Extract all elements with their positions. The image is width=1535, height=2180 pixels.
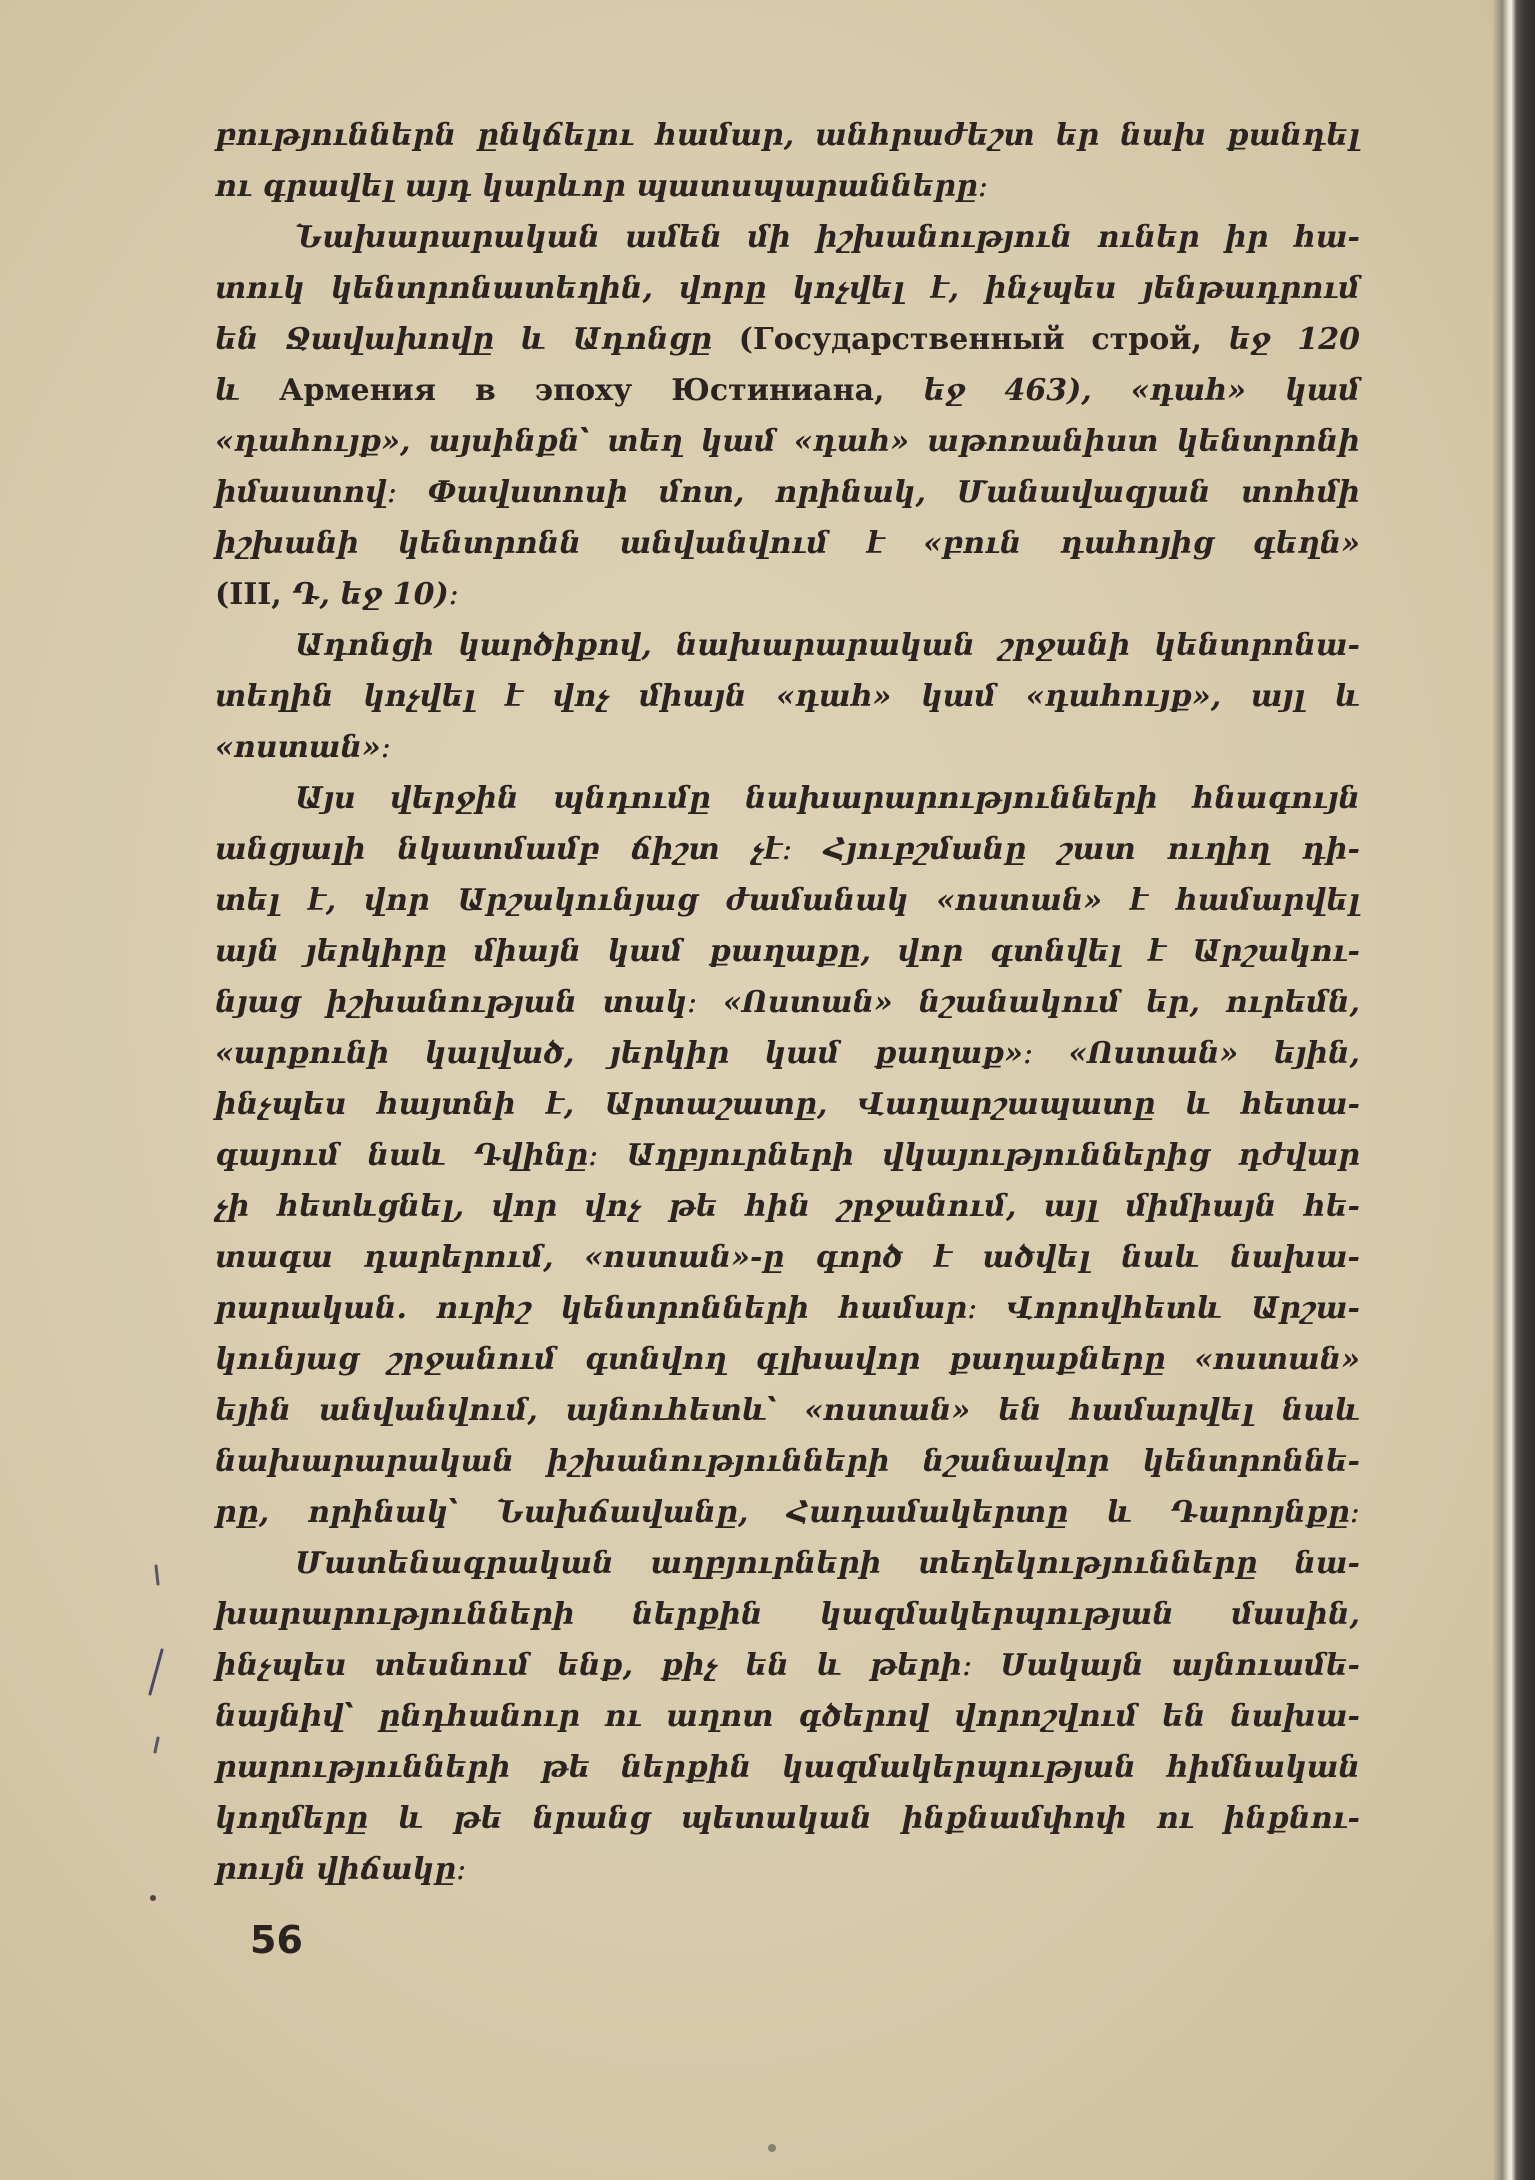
text-line <box>215 1742 1360 1793</box>
page-binding-shadow <box>1493 0 1535 2180</box>
text-segment: կունյաց շրջանում գտնվող գլխավոր քաղաքները «ոստան» <box>215 1342 1360 1377</box>
text-segment: «արքունի կալված, յերկիր կամ քաղաք»։ «Ոստան» եյին, <box>215 1036 1360 1071</box>
text-segment: ու գրավել այդ կարևոր պատսպարանները։ <box>215 169 989 204</box>
text-segment: անցյալի նկատմամբ ճիշտ չէ։ Հյուբշմանը շատ ուղիղ դի- <box>215 832 1360 867</box>
text-line <box>215 161 1360 212</box>
paper-speck <box>768 2144 776 2152</box>
text-line <box>215 1589 1360 1640</box>
text-segment: տուկ կենտրոնատեղին, վորը կոչվել է, ինչպես յենթադրում <box>215 271 1360 306</box>
text-line <box>215 416 1360 467</box>
text-segment: և <box>215 373 280 408</box>
text-segment: եջ 120 <box>1228 322 1360 357</box>
text-segment: Մատենագրական աղբյուրների տեղեկությունները նա- <box>295 1546 1360 1581</box>
text-line <box>215 1079 1360 1130</box>
text-segment: Դ, եջ 10)։ <box>292 577 459 612</box>
text-line <box>215 671 1360 722</box>
text-line <box>215 314 1360 365</box>
citation-title: Армения в эпоху Юстиниана, <box>279 373 924 408</box>
text-segment: րույն վիճակը։ <box>215 1852 467 1887</box>
text-line <box>215 518 1360 569</box>
text-segment: Նախարարական ամեն մի իշխանություն ուներ իր հա- <box>295 220 1360 255</box>
text-segment: տագա դարերում, «ոստան»-ը գործ է ածվել նաև նախա- <box>215 1240 1360 1275</box>
text-segment: ինչպես հայտնի է, Արտաշատը, Վաղարշապատը և հետա- <box>215 1087 1360 1122</box>
text-segment: չի հետևցնել, վոր վոչ թե հին շրջանում, այլ միմիայն հե- <box>215 1189 1360 1224</box>
text-segment: են Ջավախովը և Ադոնցը <box>215 322 739 357</box>
text-segment: գայում նաև Դվինը։ Աղբյուրների վկայություններից դժվար <box>215 1138 1360 1173</box>
text-line <box>215 824 1360 875</box>
page-number: 56 <box>250 1918 303 1962</box>
text-line <box>215 569 1360 620</box>
text-segment: «ոստան»։ <box>215 730 391 765</box>
text-segment: իմաստով։ Փավստոսի մոտ, որինակ, Մանավազյան տոհմի <box>215 475 1360 510</box>
text-line <box>215 1283 1360 1334</box>
page-body-text <box>215 110 1360 1895</box>
text-line <box>215 1334 1360 1385</box>
text-line <box>215 1640 1360 1691</box>
text-segment: կողմերը և թե նրանց պետական ինքնամփոփ ու ինքնու- <box>215 1801 1360 1836</box>
text-line <box>215 1385 1360 1436</box>
text-line <box>215 1793 1360 1844</box>
text-segment: ինչպես տեսնում ենք, քիչ են և թերի։ Սակայն այնուամե- <box>215 1648 1360 1683</box>
text-line <box>215 875 1360 926</box>
text-segment: իշխանի կենտրոնն անվանվում է «բուն դահոյից գեղն» <box>215 526 1360 561</box>
text-line <box>215 722 1360 773</box>
text-line <box>215 1844 1360 1895</box>
text-segment: տել է, վոր Արշակունյաց ժամանակ «ոստան» է համարվել <box>215 883 1360 918</box>
text-segment: նյաց իշխանության տակ։ «Ոստան» նշանակում եր, ուրեմն, <box>215 985 1360 1020</box>
text-segment: տեղին կոչվել է վոչ միայն «դահ» կամ «դահույք», այլ և <box>215 679 1360 714</box>
text-segment: այն յերկիրը միայն կամ քաղաքը, վոր գտնվել է Արշակու- <box>215 934 1360 969</box>
text-segment: րը, որինակ՝ Նախճավանը, Հադամակերտը և Դարոյնքը։ <box>215 1495 1360 1530</box>
text-line <box>215 110 1360 161</box>
text-segment: րարական. ուրիշ կենտրոնների համար։ Վորովհետև Արշա- <box>215 1291 1360 1326</box>
text-line <box>215 926 1360 977</box>
text-line <box>215 1487 1360 1538</box>
text-segment: րարությունների թե ներքին կազմակերպության հիմնական <box>215 1750 1360 1785</box>
text-line <box>215 977 1360 1028</box>
text-line <box>215 1538 1360 1589</box>
citation-title: (Государственный строй, <box>738 322 1229 357</box>
text-line <box>215 1232 1360 1283</box>
text-line <box>215 212 1360 263</box>
text-segment: բություններն ընկճելու համար, անհրաժեշտ եր նախ քանդել <box>215 118 1360 153</box>
text-segment: Ադոնցի կարծիքով, նախարարական շրջանի կենտրոնա- <box>295 628 1360 663</box>
text-segment: եյին անվանվում, այնուհետև՝ «ոստան» են համարվել նաև <box>215 1393 1360 1428</box>
text-segment: նախարարական իշխանությունների նշանավոր կենտրոննե- <box>215 1444 1360 1479</box>
text-line <box>215 263 1360 314</box>
text-line <box>215 1130 1360 1181</box>
text-line <box>215 1028 1360 1079</box>
text-segment: խարարությունների ներքին կազմակերպության մասին, <box>215 1597 1360 1632</box>
text-segment: նայնիվ՝ ընդհանուր ու աղոտ գծերով վորոշվում են նախա- <box>215 1699 1360 1734</box>
pencil-mark <box>150 1895 156 1901</box>
citation-reference: (III, <box>215 577 293 612</box>
text-line <box>215 773 1360 824</box>
text-segment: «դահույք», այսինքն՝ տեղ կամ «դահ» աթոռանիստ կենտրոնի <box>215 424 1360 459</box>
text-line <box>215 467 1360 518</box>
text-segment: եջ 463), «դահ» կամ <box>923 373 1360 408</box>
text-line <box>215 620 1360 671</box>
text-line <box>215 365 1360 416</box>
text-line <box>215 1181 1360 1232</box>
pencil-mark <box>155 1738 158 1752</box>
text-line <box>215 1691 1360 1742</box>
text-segment: Այս վերջին պնդումը նախարարությունների հնագույն <box>295 781 1360 816</box>
pencil-mark <box>156 1566 158 1584</box>
pencil-mark <box>150 1650 162 1694</box>
text-line <box>215 1436 1360 1487</box>
